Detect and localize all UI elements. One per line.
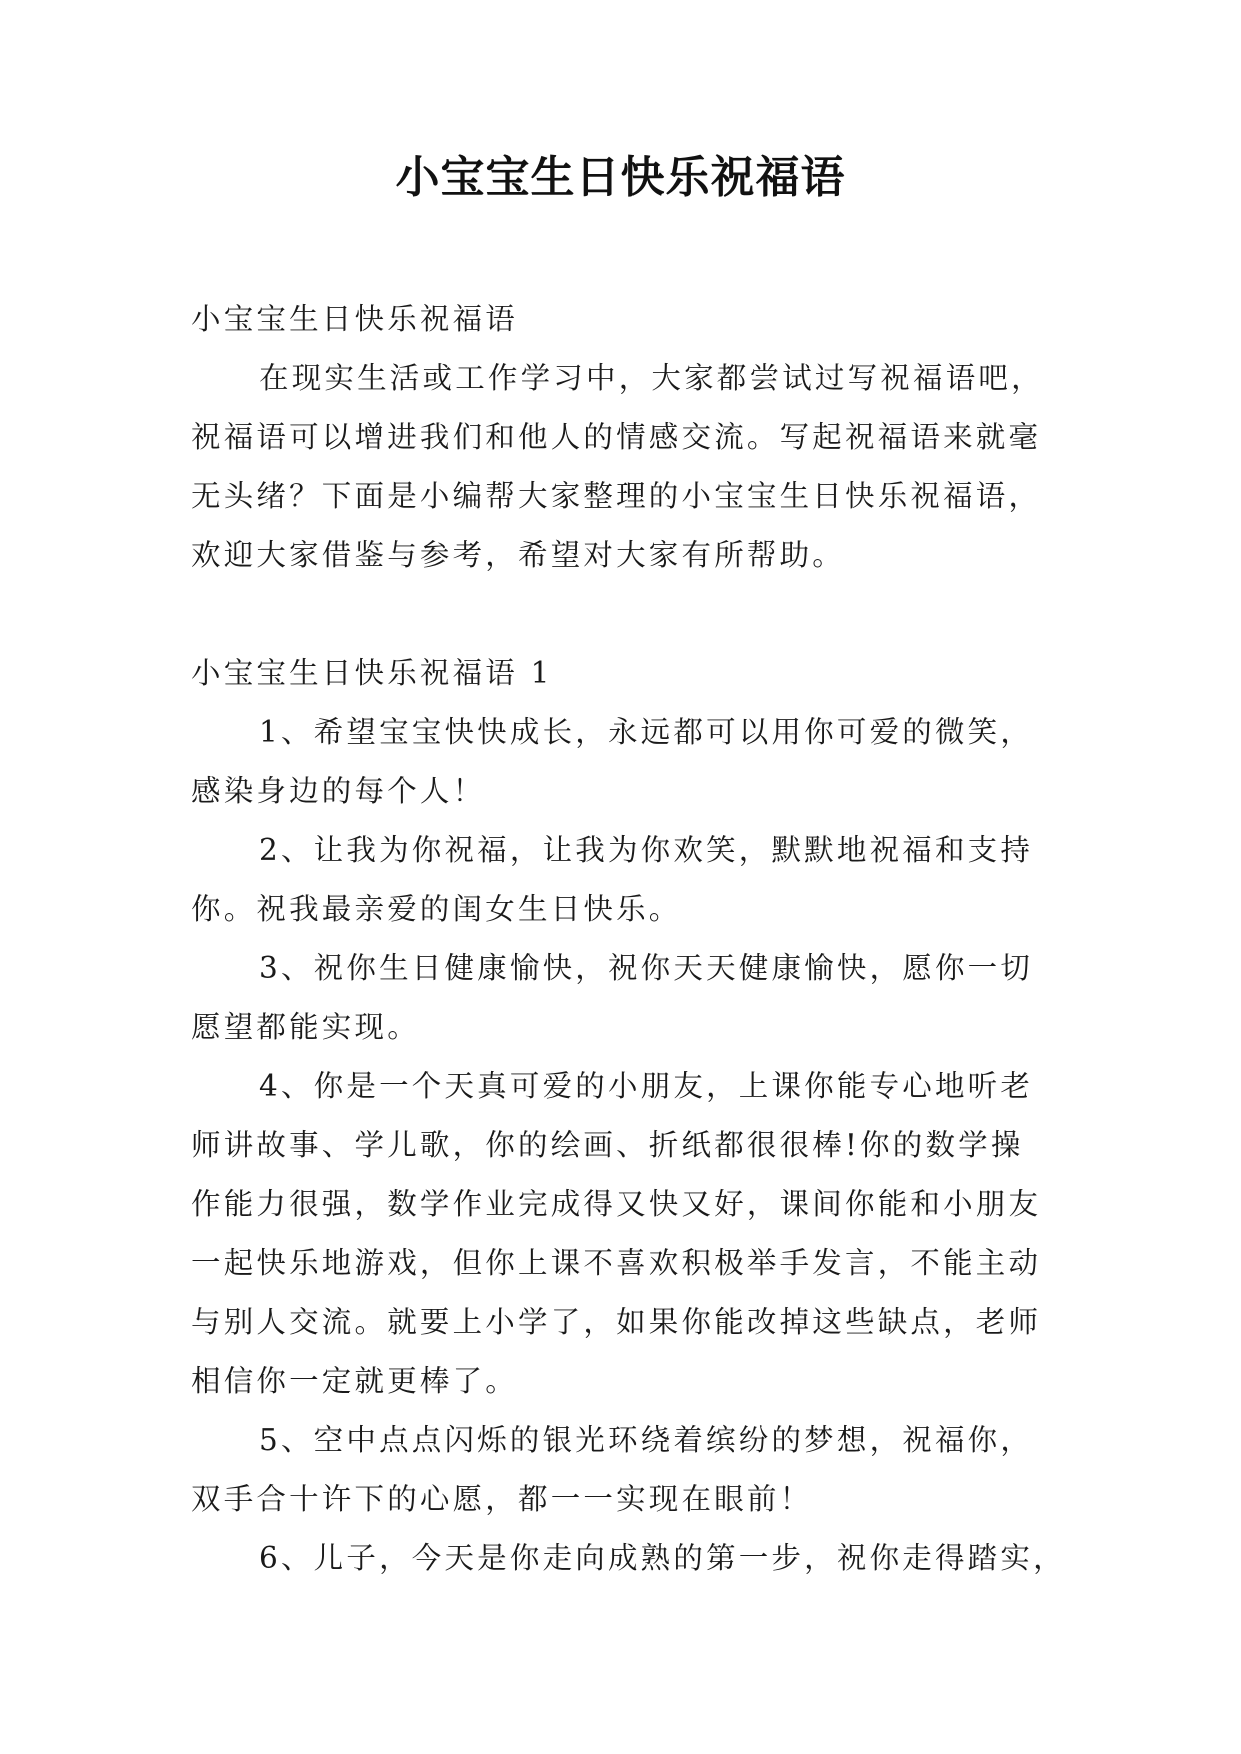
intro-paragraph bbox=[191, 349, 1061, 585]
section-heading: 小宝宝生日快乐祝福语 1 bbox=[191, 656, 553, 690]
document-body bbox=[191, 290, 1066, 1588]
blessing-item-4 bbox=[191, 1057, 1061, 1411]
item-line: 作能力很强，数学作业完成得又快又好，课间你能和小朋友 bbox=[191, 1187, 1042, 1221]
item-line: 双手合十许下的心愿，都一一实现在眼前！ bbox=[191, 1482, 813, 1516]
item-line: 与别人交流。就要上小学了，如果你能改掉这些缺点，老师 bbox=[191, 1305, 1042, 1339]
item-line: 1、希望宝宝快快成长，永远都可以用你可爱的微笑， bbox=[259, 715, 1034, 749]
blank-line bbox=[191, 585, 1061, 644]
blessing-item-5 bbox=[191, 1411, 1061, 1529]
item-line: 师讲故事、学儿歌，你的绘画、折纸都很很棒!你的数学操 bbox=[191, 1128, 1024, 1162]
blessing-item-1 bbox=[191, 703, 1061, 821]
blessing-item-6 bbox=[191, 1529, 1066, 1588]
item-line: 感染身边的每个人！ bbox=[191, 774, 486, 808]
intro-line: 在现实生活或工作学习中，大家都尝试过写祝福语吧， bbox=[259, 361, 1044, 395]
blessing-item-3 bbox=[191, 939, 1061, 1057]
subheading: 小宝宝生日快乐祝福语 bbox=[191, 302, 519, 336]
document-title: 小宝宝生日快乐祝福语 bbox=[395, 152, 846, 203]
intro-line: 无头绪？下面是小编帮大家整理的小宝宝生日快乐祝福语， bbox=[191, 479, 1042, 513]
item-line: 一起快乐地游戏，但你上课不喜欢积极举手发言，不能主动 bbox=[191, 1246, 1042, 1280]
item-line: 5、空中点点闪烁的银光环绕着缤纷的梦想，祝福你， bbox=[259, 1423, 1034, 1457]
intro-line: 祝福语可以增进我们和他人的情感交流。写起祝福语来就毫 bbox=[191, 420, 1042, 454]
intro-line: 欢迎大家借鉴与参考，希望对大家有所帮助。 bbox=[191, 538, 846, 572]
item-line: 4、你是一个天真可爱的小朋友，上课你能专心地听老 bbox=[259, 1069, 1034, 1103]
blessing-item-2 bbox=[191, 821, 1061, 939]
item-line: 3、祝你生日健康愉快，祝你天天健康愉快，愿你一切 bbox=[259, 951, 1034, 985]
item-line: 6、儿子，今天是你走向成熟的第一步，祝你走得踏实， bbox=[259, 1541, 1066, 1575]
item-line: 相信你一定就更棒了。 bbox=[191, 1364, 519, 1398]
item-line: 你。祝我最亲爱的闺女生日快乐。 bbox=[191, 892, 682, 926]
item-line: 愿望都能实现。 bbox=[191, 1010, 420, 1044]
item-line: 2、让我为你祝福，让我为你欢笑，默默地祝福和支持 bbox=[259, 833, 1034, 867]
